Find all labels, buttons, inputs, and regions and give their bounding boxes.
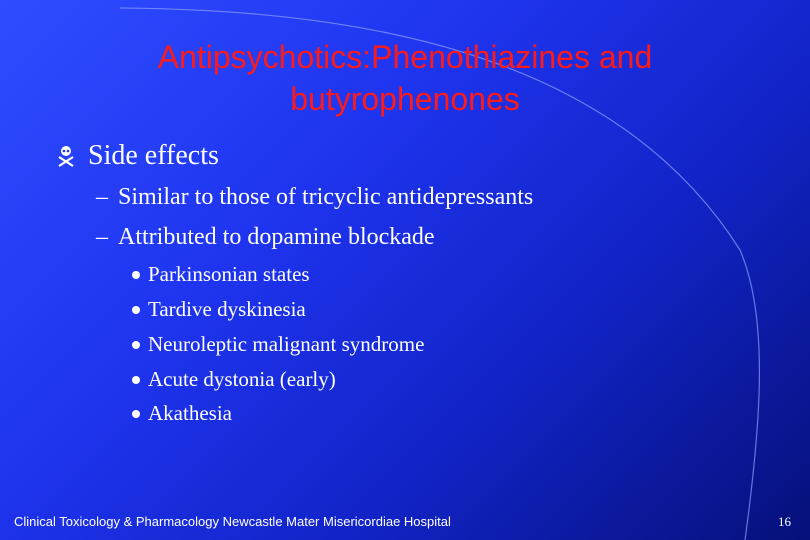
nested-item-text: Akathesia [148,401,232,425]
sub-item [96,184,533,211]
nested-item [132,367,336,392]
nested-item-text: Acute dystonia (early) [148,367,336,391]
nested-item [132,332,424,357]
nested-item [132,401,232,426]
page-number: 16 [778,514,791,529]
dash-marker: – [96,184,108,210]
dash-marker: – [96,224,108,250]
footer-text: Clinical Toxicology & Pharmacology Newcastle Mater Misericordiae Hospital [14,514,451,529]
bullet-dot-icon [132,341,140,349]
main-bullet [56,140,219,172]
bullet-dot-icon [132,410,140,418]
bullet-dot-icon [132,306,140,314]
bullet-dot-icon [132,271,140,279]
nested-item-text: Parkinsonian states [148,262,310,286]
skull-crossbones-icon [56,145,76,167]
sub-item-text: Similar to those of tricyclic antidepressants [118,184,534,210]
sub-item-text: Attributed to dopamine blockade [118,224,435,250]
nested-item-text: Neuroleptic malignant syndrome [148,332,425,356]
main-bullet-text: Side effects [88,140,219,171]
sub-item [96,224,435,251]
nested-item-text: Tardive dyskinesia [148,297,306,321]
bullet-dot-icon [132,376,140,384]
nested-item [132,297,306,322]
slide-title: Antipsychotics:Phenothiazines and butyrophenones [157,39,653,117]
nested-item [132,262,310,287]
